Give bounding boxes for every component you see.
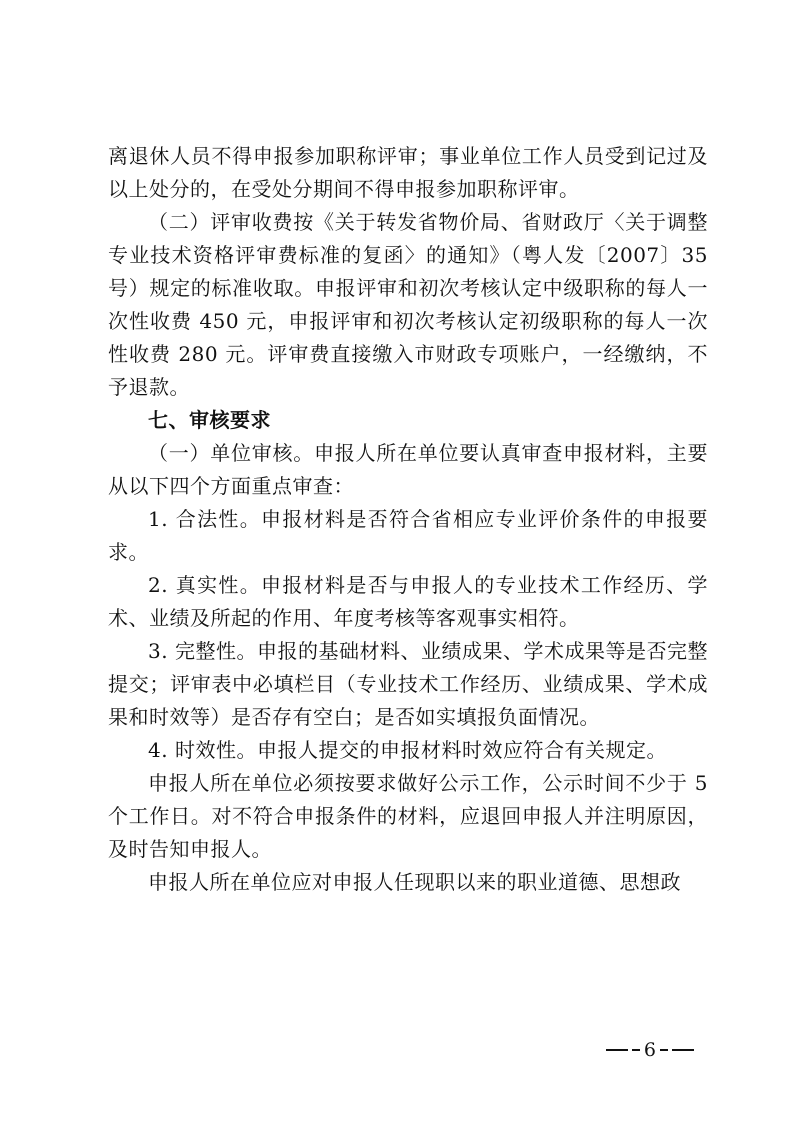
page-number-dash-right-short (660, 1049, 668, 1051)
paragraph-retiree-restriction: 离退休人员不得申报参加职称评审；事业单位工作人员受到记过及以上处分的，在受处分期间不得申报参加职称评审。 (108, 144, 708, 201)
page-number-dash-left (606, 1049, 628, 1051)
paragraph-unit-assessment: 申报人所在单位应对申报人任现职以来的职业道德、思想政 (148, 870, 681, 894)
document-body (108, 140, 708, 899)
paragraph-review-fee: （二）评审收费按《关于转发省物价局、省财政厅〈关于调整专业技术资格评审费标准的复函〉的通知》（粤人发〔2007〕35号）规定的标准收取。申报评审和初次考核认定中级职称的每人一次性收费 450 元，申报评审和初次考核认定初级职称的每人一次性收费 280 元。评审费直接缴入市财政专项账户，一经缴纳，不予退款。 (108, 210, 708, 399)
page-number (606, 1037, 694, 1063)
paragraph-publicity: 申报人所在单位必须按要求做好公示工作，公示时间不少于 5 个工作日。对不符合申报条件的材料，应退回申报人并注明原因，及时告知申报人。 (108, 771, 708, 861)
section-heading-review-requirements: 七、审核要求 (148, 408, 271, 432)
page-number-dash-left-short (632, 1049, 640, 1051)
paragraph-unit-review: （一）单位审核。申报人所在单位要认真审查申报材料，主要从以下四个方面重点审查： (108, 441, 708, 498)
paragraph-authenticity: 2. 真实性。申报材料是否与申报人的专业技术工作经历、学术、业绩及所起的作用、年度考核等客观事实相符。 (108, 573, 708, 630)
paragraph-legality: 1. 合法性。申报材料是否符合省相应专业评价条件的申报要求。 (108, 507, 708, 564)
paragraph-completeness: 3. 完整性。申报的基础材料、业绩成果、学术成果等是否完整提交；评审表中必填栏目（专业技术工作经历、业绩成果、学术成果和时效等）是否存有空白；是否如实填报负面情况。 (108, 639, 708, 729)
paragraph-timeliness: 4. 时效性。申报人提交的申报材料时效应符合有关规定。 (148, 738, 667, 762)
page-number-dash-right (672, 1049, 694, 1051)
page-number-value: 6 (643, 1039, 656, 1061)
